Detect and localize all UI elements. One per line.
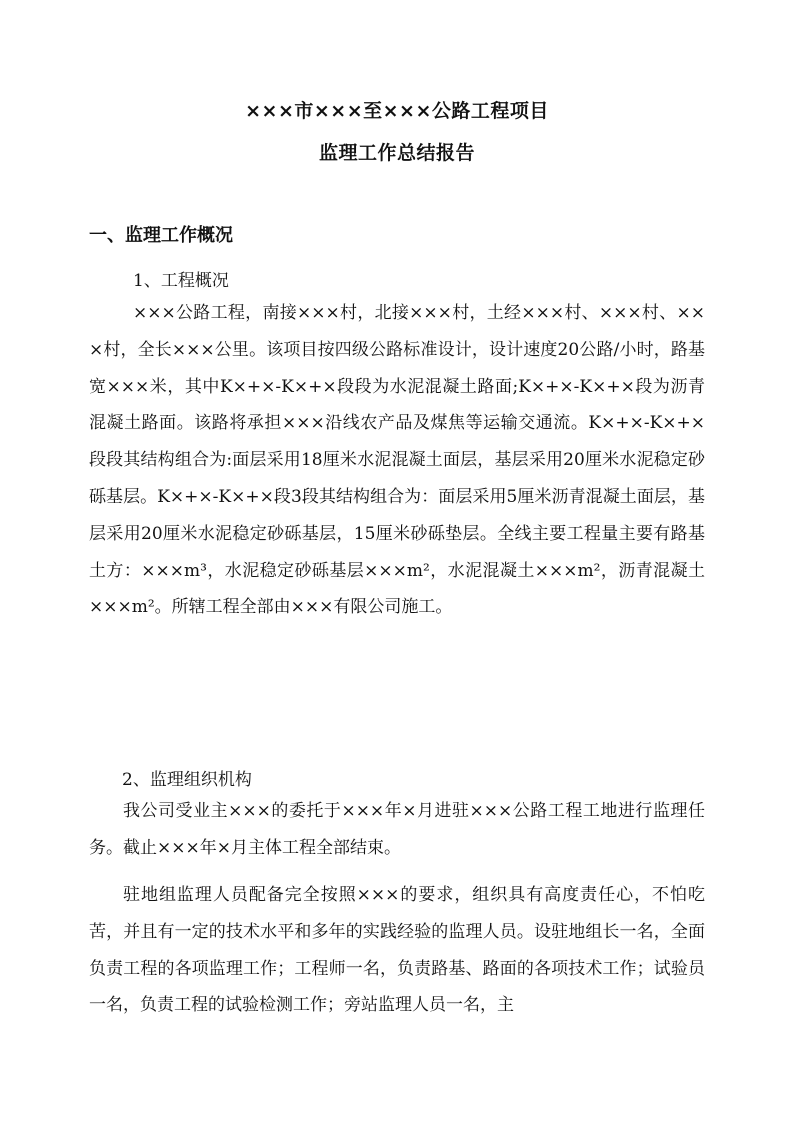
section-heading-overview: 一、监理工作概况	[89, 225, 233, 246]
paragraph-project-overview: ×××公路工程，南接×××村，北接×××村，土经×××村、×××村、×××村，全长×××公里。该项目按四级公路标准设计，设计速度20公路/小时，路基宽×××米，其中K×+×-K×+×段段为水泥混凝土路面;K×+×-K×+×段为沥青混凝土路面。该路将承担×××沿线农产品及煤焦等运输交通流。K×+×-K×+×段段其结构组合为:面层采用18厘米水泥混凝土面层，基层采用20厘米水泥稳定砂砾基层。K×+×-K×+×段3段其结构组合为：面层采用5厘米沥青混凝土面层，基层采用20厘米水泥稳定砂砾基层，15厘米砂砾垫层。全线主要工程量主要有路基土方：×××m³，水泥稳定砂砾基层×××m²，水泥混凝土×××m²，沥青混凝土×××m²。所辖工程全部由×××有限公司施工。	[89, 303, 705, 618]
document-title-line1: ×××市×××至×××公路工程项目	[245, 100, 549, 122]
paragraph-staffing: 驻地组监理人员配备完全按照×××的要求，组织具有高度责任心，不怕吃苦，并且有一定的技术水平和多年的实践经验的监理人员。设驻地组长一名，全面负责工程的各项监理工作；工程师一名，负责路基、路面的各项技术工作；试验员一名，负责工程的试验检测工作；旁站监理人员一名，主	[89, 885, 705, 1016]
subsection-heading-project-overview: 1、工程概况	[133, 271, 229, 291]
document-title-line2: 监理工作总结报告	[318, 142, 475, 164]
subsection-heading-organization: 2、监理组织机构	[122, 770, 252, 790]
paragraph-commission: 我公司受业主×××的委托于×××年×月进驻×××公路工程工地进行监理任务。截止×××年×月主体工程全部结束。	[89, 801, 705, 858]
